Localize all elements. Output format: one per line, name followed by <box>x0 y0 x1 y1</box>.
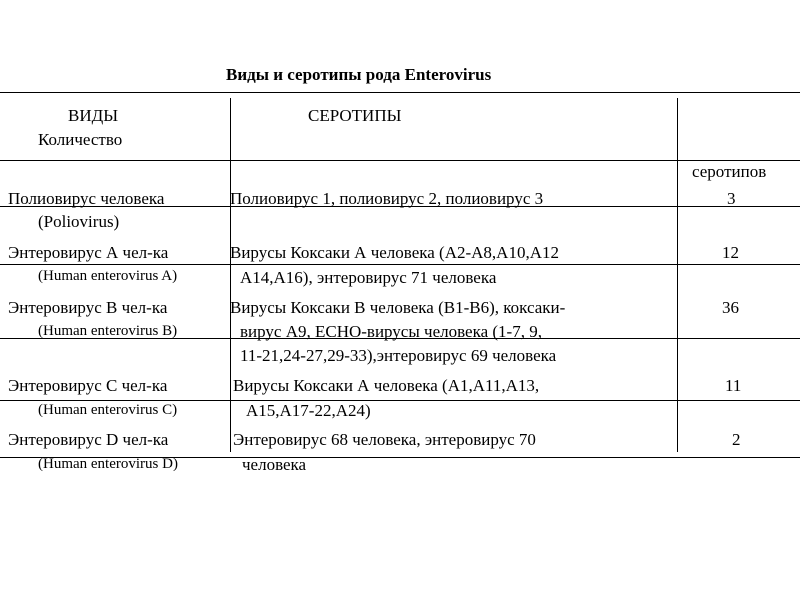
species-name: Энтеровирус С чел-ка <box>8 376 168 395</box>
species-latin: (Human enterovirus D) <box>38 456 178 472</box>
serotype-line: А14,А16), энтеровирус 71 человека <box>240 268 497 287</box>
divider <box>0 264 800 265</box>
serotype-line: Вирусы Коксаки А человека (А2-А8,А10,А12 <box>230 243 559 262</box>
serotype-line: Вирусы Коксаки В человека (В1-В6), коксаки- <box>230 298 566 317</box>
species-name: Полиовирус человека <box>8 189 165 208</box>
serotype-line: вирус А9, ЕСНО-вирусы человека (1-7, 9, <box>240 322 542 341</box>
divider <box>0 92 800 93</box>
serotype-count: 2 <box>732 430 741 449</box>
column-divider <box>677 98 678 452</box>
divider <box>0 400 800 401</box>
species-latin: (Human enterovirus B) <box>38 323 178 339</box>
serotype-count: 3 <box>727 189 736 208</box>
serotype-line: Энтеровирус 68 человека, энтеровирус 70 <box>233 430 536 449</box>
species-latin: (Human enterovirus A) <box>38 268 178 284</box>
page-title: Виды и серотипы рода Enterovirus <box>226 65 492 84</box>
serotype-count: 11 <box>725 376 742 395</box>
serotype-line: 11-21,24-27,29-33),энтеровирус 69 человека <box>240 346 557 365</box>
species-latin: (Poliovirus) <box>38 212 120 231</box>
serotype-line: Вирусы Коксаки А человека (А1,А11,А13, <box>233 376 540 395</box>
serotype-count: 36 <box>722 298 739 317</box>
species-name: Энтеровирус В чел-ка <box>8 298 168 317</box>
header-count-label: Количество <box>38 130 123 149</box>
header-serotypes: СЕРОТИПЫ <box>308 106 402 125</box>
header-species: ВИДЫ <box>68 106 119 125</box>
header-serotypes-count: серотипов <box>692 162 767 181</box>
species-latin: (Human enterovirus C) <box>38 402 178 418</box>
serotype-line: Полиовирус 1, полиовирус 2, полиовирус 3 <box>230 189 544 208</box>
species-name: Энтеровирус А чел-ка <box>8 243 169 262</box>
divider <box>0 160 800 161</box>
column-divider <box>230 98 231 452</box>
species-name: Энтеровирус D чел-ка <box>8 430 169 449</box>
serotype-line: А15,А17-22,А24) <box>246 401 371 420</box>
serotype-line: человека <box>242 455 307 474</box>
serotype-count: 12 <box>722 243 739 262</box>
